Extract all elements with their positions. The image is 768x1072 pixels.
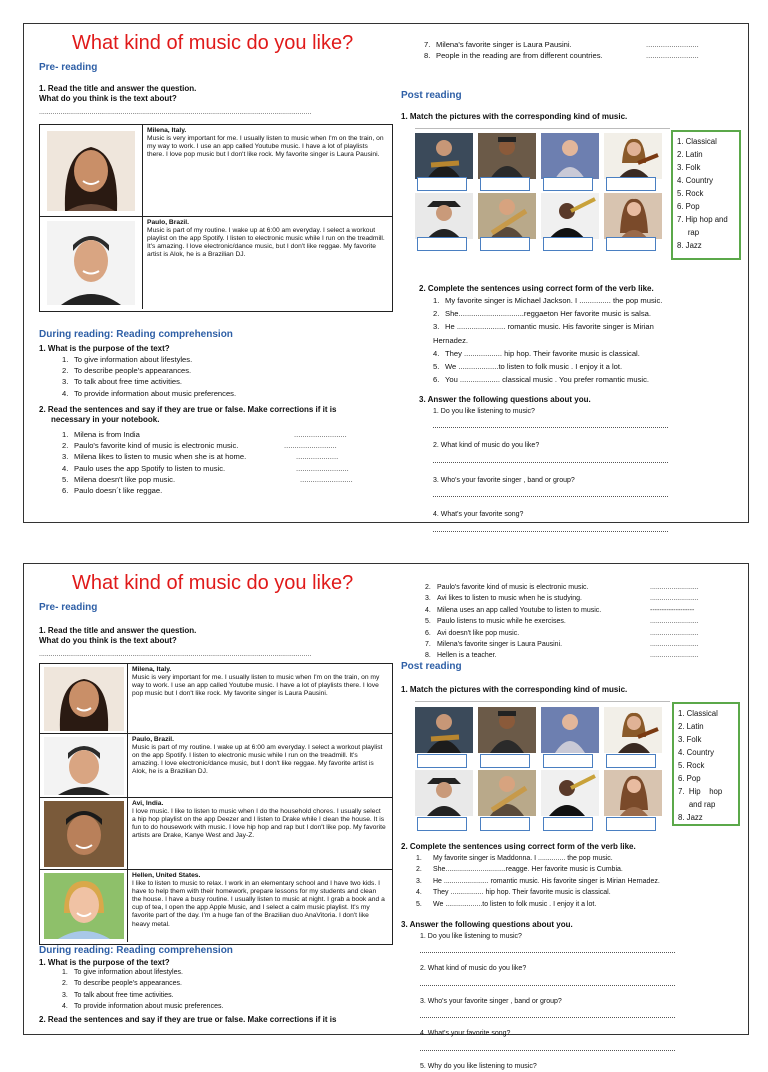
- answer-box[interactable]: [480, 237, 530, 251]
- true-false-statements: [62, 429, 362, 496]
- answer-line[interactable]: [420, 984, 675, 986]
- worksheet-title: What kind of music do you like?: [72, 32, 354, 54]
- musician-photo: [604, 193, 662, 244]
- person-photo-icon: [40, 734, 128, 797]
- pre-reading-question: 1. Read the title and answer the question. What do you think is the text about?: [39, 626, 197, 645]
- answer-box[interactable]: [417, 754, 467, 768]
- during-reading-heading: During reading: Reading comprehension: [39, 329, 233, 340]
- music-pictures: [415, 701, 670, 832]
- reading-row-paulo: [40, 217, 392, 309]
- reading-row-milena: [40, 125, 392, 217]
- true-false-continued: [425, 582, 725, 662]
- answer-line[interactable]: ............................................................................................................................................: [39, 109, 312, 116]
- answer-box[interactable]: [480, 177, 530, 191]
- musician-photo: [415, 707, 473, 758]
- answer-box[interactable]: [543, 237, 593, 251]
- statement: 6. Paulo doesn´t like reggae.: [62, 486, 163, 496]
- answer-questions-heading: 3. Answer the following questions about you.: [401, 920, 573, 929]
- personal-questions: 1. Do you like listening to music? 2. What kind of music do you like? 3. Who's your favorite singer , band or group? 4. What's your favorite song?: [433, 406, 668, 532]
- musician-photo: [604, 133, 662, 184]
- musician-photo: [415, 770, 473, 821]
- music-genres-list: 1. Classical 2. Latin 3. Folk 4. Country 5. Rock 6. Pop 7. Hip hop and rap 8. Jazz: [672, 702, 740, 826]
- musician-photo: [415, 193, 473, 244]
- sentence[interactable]: 4. They .................. hip hop. Their favorite music is classical.: [433, 348, 640, 358]
- worksheet-title: What kind of music do you like?: [72, 572, 354, 594]
- statement: 7. Milena's favorite singer is Laura Pausini. .........................: [425, 641, 699, 649]
- reading-texts: [39, 663, 393, 945]
- person-photo-icon: [40, 798, 128, 869]
- answer-line[interactable]: [433, 495, 668, 497]
- statement: 2. Paulo's favorite kind of music is electronic music. .........................: [425, 584, 699, 591]
- answer-line[interactable]: [433, 461, 668, 463]
- reading-text: Milena, Italy. Music is very important for me. I usually listen to music when I'm on the train, on my way to work. I use an app called Youtube music. I have a lot of playlists there. I love pop music but I don't like rock. My favorite singer is Laura Pausini.: [147, 127, 384, 159]
- answer-box[interactable]: [543, 754, 593, 768]
- purpose-question: 1. What is the purpose of the text?: [39, 344, 170, 353]
- musician-photo: [604, 707, 662, 758]
- musician-photo: [478, 133, 536, 184]
- musician-photo: [415, 133, 473, 184]
- statement: 5. Paulo listens to music while he exercises. .........................: [425, 618, 699, 626]
- answer-box[interactable]: [417, 237, 467, 251]
- musician-photo: [478, 193, 536, 244]
- post-reading-heading: Post reading: [401, 661, 462, 672]
- true-false-question: 2. Read the sentences and say if they are true or false. Make corrections if it is necessary in your notebook.: [39, 405, 337, 424]
- option[interactable]: 2. To describe people's appearances.: [62, 980, 182, 988]
- statement: 7. Milena's favorite singer is Laura Pausini. .........................: [424, 40, 699, 49]
- answer-box[interactable]: [417, 817, 467, 831]
- answer-line[interactable]: [433, 426, 668, 428]
- answer-line[interactable]: ............................................................................................................................................: [39, 651, 312, 658]
- sentence[interactable]: 1. My favorite singer is Maddonna. I .............. the pop music.: [416, 855, 613, 862]
- worksheet-1: [23, 23, 749, 523]
- true-false-continued: [424, 39, 724, 61]
- musician-photo: [478, 770, 536, 821]
- option[interactable]: 3. To talk about free time activities.: [62, 377, 183, 387]
- answer-line[interactable]: [433, 530, 668, 532]
- option[interactable]: 1. To give information about lifestyles.: [62, 355, 193, 364]
- during-reading-heading: During reading: Reading comprehension: [39, 945, 233, 956]
- reading-text: Hellen, United States. I like to listen to music to relax. I work in an elementary school and I have two kids. I have to help them with their homework, prepare lessons for my students and clean the house. I have a busy routine. I usually listen to music at night. I grab a book and a cup of tea, I open the app Apple Music, and I select a calm music playlist. It's my favorite part of the day. I'm a huge fan of the Brazilian duo AnaVitoria. I don't like heavy metal.: [132, 872, 385, 928]
- complete-sentences-question: 2. Complete the sentences using correct form of the verb like.: [401, 842, 636, 851]
- complete-sentences: [433, 295, 733, 385]
- reading-row-paulo: [40, 734, 392, 798]
- musician-photo: [541, 770, 599, 821]
- music-pictures: [415, 128, 670, 251]
- match-question: 1. Match the pictures with the corresponding kind of music.: [401, 685, 628, 694]
- reading-row-avi: [40, 798, 392, 870]
- pre-reading-question: 1. Read the title and answer the question. What do you think is the text about?: [39, 84, 197, 103]
- answer-box[interactable]: [606, 817, 656, 831]
- option[interactable]: 1. To give information about lifestyles.: [62, 969, 183, 976]
- musician-photo: [541, 133, 599, 184]
- statement: 6. Avi doesn't like pop music. .........................: [425, 629, 699, 637]
- answer-box[interactable]: [543, 177, 593, 191]
- personal-questions: 1. Do you like listening to music? 2. What kind of music do you like? 3. Who's your favorite singer , band or group? 4. What's your favorite song? 5. Why do you like listening to music?: [420, 931, 675, 1072]
- sentence[interactable]: 2. She...............................reagge. Her favorite music is Cumbia.: [416, 866, 623, 874]
- statement: 4. Paulo uses the app Spotify to listen to music. .........................: [62, 463, 349, 473]
- sentence[interactable]: 1. My favorite singer is Michael Jackson. I ............... the pop music.: [433, 296, 663, 305]
- option[interactable]: 3. To talk about free time activities.: [62, 991, 174, 999]
- reading-text: Avi, India. I love music. I like to listen to music when I do the household chores. I usually select a hip hop playlist on the app Deezer and I listen to Drake while I clean the house. It is fun to do housework with music. I love hip hop and rap but I don't like pop. My favorite artists are Drake, Kanye West and Jay-Z.: [132, 800, 386, 840]
- answer-box[interactable]: [480, 754, 530, 768]
- reading-row-milena: [40, 664, 392, 734]
- complete-sentences-question: 2. Complete the sentences using correct form of the verb like.: [419, 284, 654, 293]
- musician-photo: [541, 707, 599, 758]
- person-photo-icon: [40, 125, 143, 216]
- person-photo-icon: [40, 217, 143, 309]
- answer-box[interactable]: [417, 177, 467, 191]
- statement: 3. Avi likes to listen to music when he is studying. .........................: [425, 595, 699, 603]
- purpose-question: 1. What is the purpose of the text?: [39, 958, 170, 967]
- option[interactable]: 2. To describe people's appearances.: [62, 366, 192, 376]
- answer-line[interactable]: [420, 1016, 675, 1018]
- sentence[interactable]: 3. He ....................... romantic music. His favorite singer is Mirian: [433, 322, 654, 332]
- complete-sentences: [416, 853, 736, 910]
- true-false-question: 2. Read the sentences and say if they are true or false. Make corrections if it is: [39, 1015, 337, 1024]
- purpose-options: [62, 354, 236, 399]
- reading-text: Milena, Italy. Music is very important for me. I usually listen to music when I'm on the train, on my way to work. I use an app called Youtube music. I have a lot of playlists there. I love pop music but I don't like rock. My favorite singer is Laura Pausini.: [132, 666, 380, 698]
- purpose-options: [62, 967, 223, 1013]
- option[interactable]: 4. To provide information about music preferences.: [62, 388, 237, 398]
- sentence[interactable]: 5. We ...................to listen to folk music . I enjoy it a lot.: [416, 900, 597, 908]
- pre-reading-heading: Pre- reading: [39, 602, 98, 613]
- musician-photo: [604, 770, 662, 821]
- person-photo-icon: [40, 664, 128, 733]
- answer-box[interactable]: [606, 237, 656, 251]
- statement: 8. Hellen is a teacher. .........................: [425, 652, 699, 660]
- post-reading-heading: Post reading: [401, 90, 462, 101]
- musician-photo: [478, 707, 536, 758]
- statement: 4. Milena uses an app called Youtube to listen to music. -------------------: [425, 606, 695, 614]
- reading-text: Paulo, Brazil. Music is part of my routine. I wake up at 6:00 am everyday. I select a workout playlist on the app Spotify. I listen to electronic music while I run on the treadmill. It's amazing. I love electronic/dance music, but I don't like reggae. My favorite artist is Alok, he is a Brazilian DJ.: [147, 219, 385, 259]
- music-genres-list: 1. Classical 2. Latin 3. Folk 4. Country 5. Rock 6. Pop 7. Hip hop and rap 8. Jazz: [671, 130, 741, 260]
- answer-box[interactable]: [606, 754, 656, 768]
- sentence[interactable]: 4. They ................. hip hop. Their favorite music is classical.: [416, 889, 611, 897]
- sentence[interactable]: 5. We ...................to listen to folk music . I enjoy it a lot.: [433, 362, 623, 372]
- sentence[interactable]: 3. He ....................... romantic music. His favorite singer is Mirian Hernadez.: [416, 877, 660, 885]
- option[interactable]: 4. To provide information about music preferences.: [62, 1003, 224, 1011]
- answer-line[interactable]: [420, 1049, 675, 1051]
- answer-box[interactable]: [543, 817, 593, 831]
- sentence[interactable]: 2. She...............................reggaeton Her favorite music is salsa.: [433, 309, 651, 319]
- reading-text: Paulo, Brazil. Music is part of my routine. I wake up at 6:00 am everyday. I select a workout playlist on the app Spotify. I listen to electronic music while I run on the treadmill. It's amazing. I love electronic/dance music, but I don't like reggae. My favorite artist is Alok, he is a Brazilian DJ.: [132, 736, 383, 776]
- answer-box[interactable]: [606, 177, 656, 191]
- statement: 3. Milena likes to listen to music when she is at home. ....................: [62, 452, 339, 462]
- worksheet-2: [23, 563, 749, 1070]
- statement: 8. People in the reading are from different countries. .........................: [424, 51, 699, 61]
- reading-texts: [39, 124, 393, 312]
- answer-box[interactable]: [480, 817, 530, 831]
- pre-reading-heading: Pre- reading: [39, 62, 98, 73]
- reading-row-hellen: [40, 870, 392, 942]
- person-photo-icon: [40, 870, 128, 942]
- statement: 1. Milena is from India .........................: [62, 430, 347, 439]
- answer-questions-heading: 3. Answer the following questions about you.: [419, 395, 591, 404]
- answer-line[interactable]: [420, 951, 675, 953]
- statement: 2. Paulo's favorite kind of music is electronic music. .........................: [62, 441, 337, 451]
- sentence: Hernadez.: [433, 335, 469, 345]
- match-question: 1. Match the pictures with the corresponding kind of music.: [401, 112, 628, 121]
- musician-photo: [541, 193, 599, 244]
- statement: 5. Milena doesn't like pop music. .........................: [62, 474, 353, 484]
- sentence[interactable]: 6. You ................... classical music . You prefer romantic music.: [433, 375, 649, 385]
